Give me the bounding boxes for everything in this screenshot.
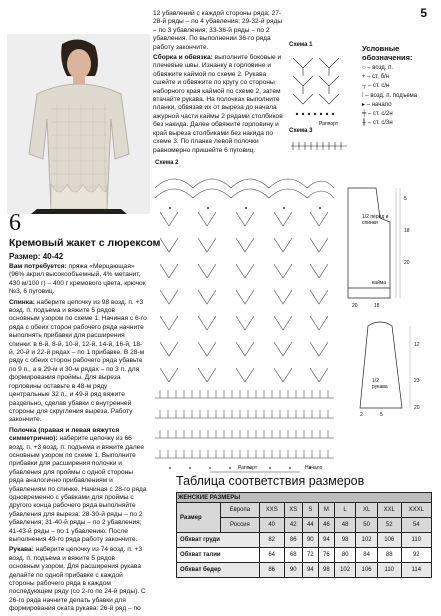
legend-item-turning: ⁞ – возд. п. подъема [362,92,418,99]
dimension-label: 12 [414,342,420,348]
pattern-number: 6 [9,210,21,236]
legend-item-chain: ○ – возд. п. [362,65,394,71]
materials-paragraph: Вам потребуется: пряжа «Мерцающая» (96% акрил высокообъемный, 4% метанит, 430 м/100 г) – 400 г кремового цвета, крючок №3, 6 пуговиц. [9,263,146,296]
pattern-title: Кремовый жакет с люрексом [9,237,161,249]
table-cell: 102 [356,533,378,548]
sleeves-paragraph: Рукава: наберите цепочку из 74 возд. п. +3 возд. п. подъема и вяжите 5 рядов основным узором. Для расширения рукава делайте по одной прибавке с каждой стороны рабочего ряда в каждом последующем ряду (со 2-го по 24-й ряды). С 26-го ряда начните делать убавки для формирования оката рукава: 26-й ряд – по [9,546,146,613]
table-cell: 94 [318,533,334,548]
table-cell: 98 [334,533,356,548]
dimension-label: 20 [414,405,420,411]
table-cell: 106 [377,533,401,548]
table-cell: XXL [377,503,401,518]
legend-item-sc: + – ст. б/н [362,74,390,81]
dimension-label: 5 [404,196,407,202]
table-row [177,533,432,548]
size-line: Размер: 40-42 [9,252,64,261]
scheme-3-chart [289,136,351,156]
table-cell: 114 [401,563,431,578]
row-label: Обхват талии [177,548,260,563]
table-header: ЖЕНСКИЕ РАЗМЕРЫ [177,493,432,503]
front-paragraph: Полочка (правая и левая вяжутся симметрично): наберите цепочку из 66 возд. п. +3 возд. п. подъема и вяжите далее основным узором по схеме 1. Выполните прибавки для расширения полочки и убавления для проймы с одной стороны ряда аналогично прибавлениям и убавлениям по спинке. Начиная с 28-го ряда одновременно с убавками для проймы с другого конца рабочего ряда выполняйте убавления для выреза: 28-30-й ряды – по 2 убавления; 31-40-й ряды – по 2 убавления; 41-43-й ряды – по 1 убавлению. После выполнения 49-го ряда работу закончите. [9,426,147,543]
table-cell: S [302,503,318,518]
dimension-label: 20 [352,303,358,309]
table-cell: 84 [356,548,378,563]
sc-icon: + [362,74,368,81]
size-table-title: Таблица соответствия размеров [176,474,365,488]
table-cell: 68 [284,548,302,563]
table-cell: 40 [259,518,284,533]
table-row [177,503,432,518]
turning-chain-icon: ⁞ [362,92,366,99]
dc-icon: ┬ [362,83,368,90]
table-cell: 110 [401,533,431,548]
table-cell: 90 [284,563,302,578]
rapport-label-2: Раппорт [238,465,258,471]
legend-item-dc2: ╪ – ст. с/2н [362,111,393,118]
table-cell: 94 [302,563,318,578]
kaima-label: кайма [372,280,387,286]
rapport-label-1: Раппорт [319,121,339,127]
table-cell: 110 [377,563,401,578]
table-cell: 48 [334,518,356,533]
table-cell: 54 [401,518,431,533]
table-cell: 52 [377,518,401,533]
dimension-label: 20 [404,260,410,266]
dimension-label: 23 [414,378,420,384]
legend-item-dc3: ╫ – ст. с/3н [362,120,393,127]
row-label: Обхват бедер [177,563,260,578]
table-cell: 46 [318,518,334,533]
back-paragraph: Спинка: наберите цепочку из 98 возд. п. +3 возд. п. подъема и вяжите 5 рядов основным узором по схеме 1. Начиная с 6-го ряда с обеих сторон рабочего ряда начните выполнять прибавки для расширения спинки: в 6-й, 8-й, 10-й, 12-й, 14-й, 16-й, 18-й, 20-й и 22-й рядах – по 1 прибавке. В 28-м ряду с обеих сторон рабочего ряда убавьте по 9 п., а в 29-м и 30-м рядах – по 3 п. для формирования проймы. Для выреза горловины оставьте в 48-м ряду центральные 32 п., и 49-й ряд вяжите раздельно, сделав убавки с внутренней стороны для скругления выреза. Работу закончите. [9,298,147,424]
start-label: Начало [305,465,323,471]
legend [362,64,438,128]
table-cell: M [318,503,334,518]
dimension-label: 2 [360,412,363,418]
start-arrow-icon: ▸ [362,101,367,108]
legend-title: Условные обозначения: [362,44,413,62]
table-row [177,548,432,563]
table-cell: XXXL [401,503,431,518]
half-sleeve-label: 1/2 рукава [372,378,388,390]
table-cell: 82 [259,533,284,548]
tr-icon: ╪ [362,111,368,118]
chain-icon: ○ [362,65,368,71]
half-back-label: 1/2 перед и спинки [362,214,389,226]
scheme-2-chart [150,168,340,476]
table-cell: 72 [302,548,318,563]
model-photo [7,34,150,214]
table-cell: 92 [401,548,431,563]
legend-item-dc: ┬ – ст. с/н [362,83,390,90]
scheme-2-label: Схема 2 [155,160,179,166]
sleeves-continued-paragraph: 12 убавлений с каждой стороны ряда; 27-28-й ряды – по 4 убавления; 29-32-й ряды – по 3 убавления; 33-36-й ряды – по 2 убавления. По выполнении 36-го ряда работу закончите. [153,10,283,51]
table-row [177,563,432,578]
table-cell: 80 [334,548,356,563]
assembly-paragraph: Сборка и обвязка: выполните боковые и плечевые швы. Изнанку в горловине и обвяжите каймой по схеме 2. Рукава сшейте и обвяжите по кругу со стороны наборного края каймой по схеме 2, затем втачайте рукава. На полочках выполните планки, обвязав их от выреза до начала ажурной части каймы 2 рядами столбиков без накида. Далее обвяжите горловину и край выреза столбиками без накида по схеме 3. По планке левой полочки равномерно пришейте 6 пуговиц. [153,54,283,154]
dimension-label: 18 [374,303,380,309]
legend-item-start: ▸ – начало [362,101,392,108]
table-cell: 98 [318,563,334,578]
scheme-3-label: Схема 3 [289,128,313,134]
dtr-icon: ╫ [362,120,368,127]
table-cell: 86 [284,533,302,548]
table-cell: XS [284,503,302,518]
table-cell: XXS [259,503,284,518]
table-cell: 64 [259,548,284,563]
table-cell: 44 [302,518,318,533]
table-cell: 42 [284,518,302,533]
table-cell: 106 [356,563,378,578]
size-table [176,492,432,578]
scheme-1-label: Схема 1 [289,42,313,48]
page-number: 5 [420,6,427,20]
dimension-label: 18 [404,228,410,234]
table-cell: 90 [302,533,318,548]
table-cell: 50 [356,518,378,533]
instructions-column-2 [153,10,285,157]
row-label: Обхват груди [177,533,260,548]
instructions-column-1 [9,263,147,616]
table-cell: 102 [334,563,356,578]
size-label: Размер [177,503,221,533]
scheme-1-chart [289,50,351,122]
system-label: Россия [221,518,260,533]
table-cell: L [334,503,356,518]
table-cell: 76 [318,548,334,563]
dimension-label: 5 [380,412,383,418]
table-cell: 88 [377,548,401,563]
table-cell: XL [356,503,378,518]
table-cell: 86 [259,563,284,578]
table-header-row [177,493,432,503]
system-label: Европа [221,503,260,518]
